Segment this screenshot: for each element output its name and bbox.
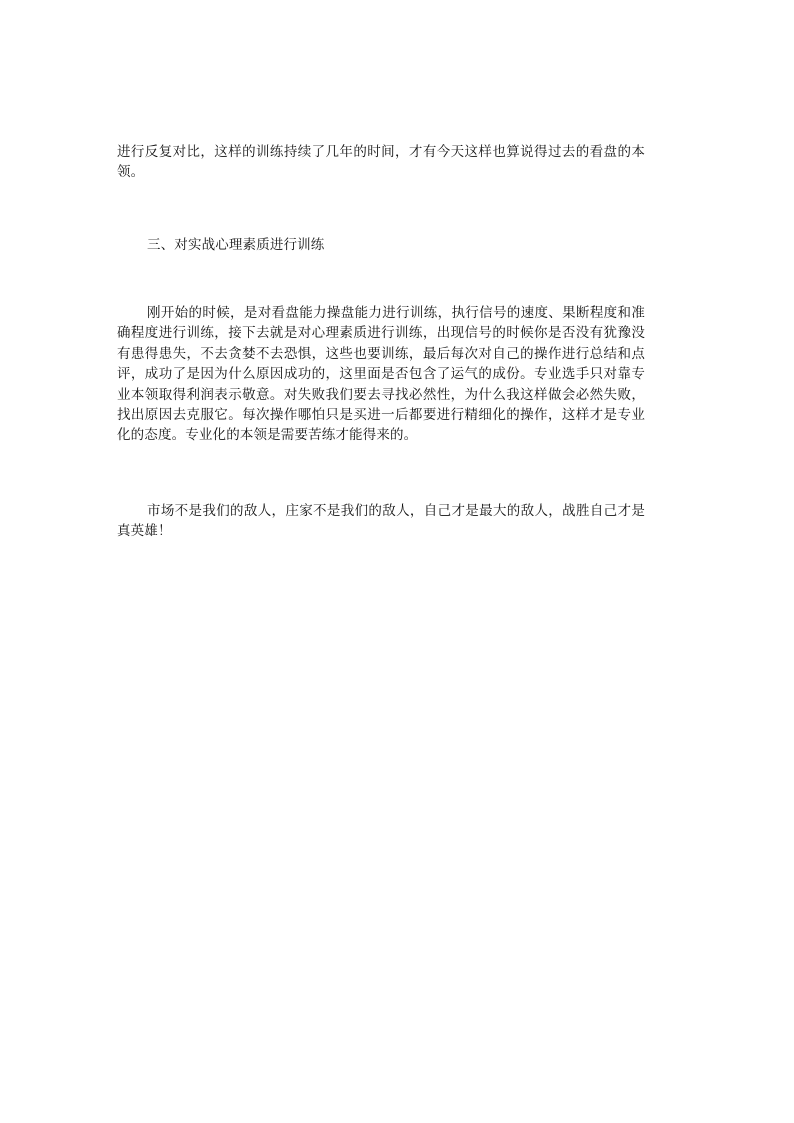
training-paragraph: 刚开始的时候，是对看盘能力操盘能力进行训练，执行信号的速度、果断程度和准确程度进行训练，接下去就是对心理素质进行训练，出现信号的时候你是否没有犹豫没有患得患失，不去贪婪不去恐惧，这些也要训练，最后每次对自己的操作进行总结和点评，成功了是因为什么原因成功的，这里面是否包含了运气的成份。专业选手只对靠专业本领取得利润表示敬意。对失败我们要去寻找必然性，为什么我这样做会必然失败，找出原因去克服它。每次操作哪怕只是买进一后都要进行精细化的操作，这样才是专业化的态度。专业化的本领是需要苦练才能得来的。 — [117, 305, 645, 444]
closing-paragraph: 市场不是我们的敌人，庄家不是我们的敌人，自己才是最大的敌人，战胜自己才是真英雄！ — [117, 503, 645, 540]
continued-paragraph: 进行反复对比，这样的训练持续了几年的时间，才有今天这样也算说得过去的看盘的本领。 — [117, 144, 645, 181]
section-heading: 三、对实战心理素质进行训练 — [147, 237, 325, 253]
